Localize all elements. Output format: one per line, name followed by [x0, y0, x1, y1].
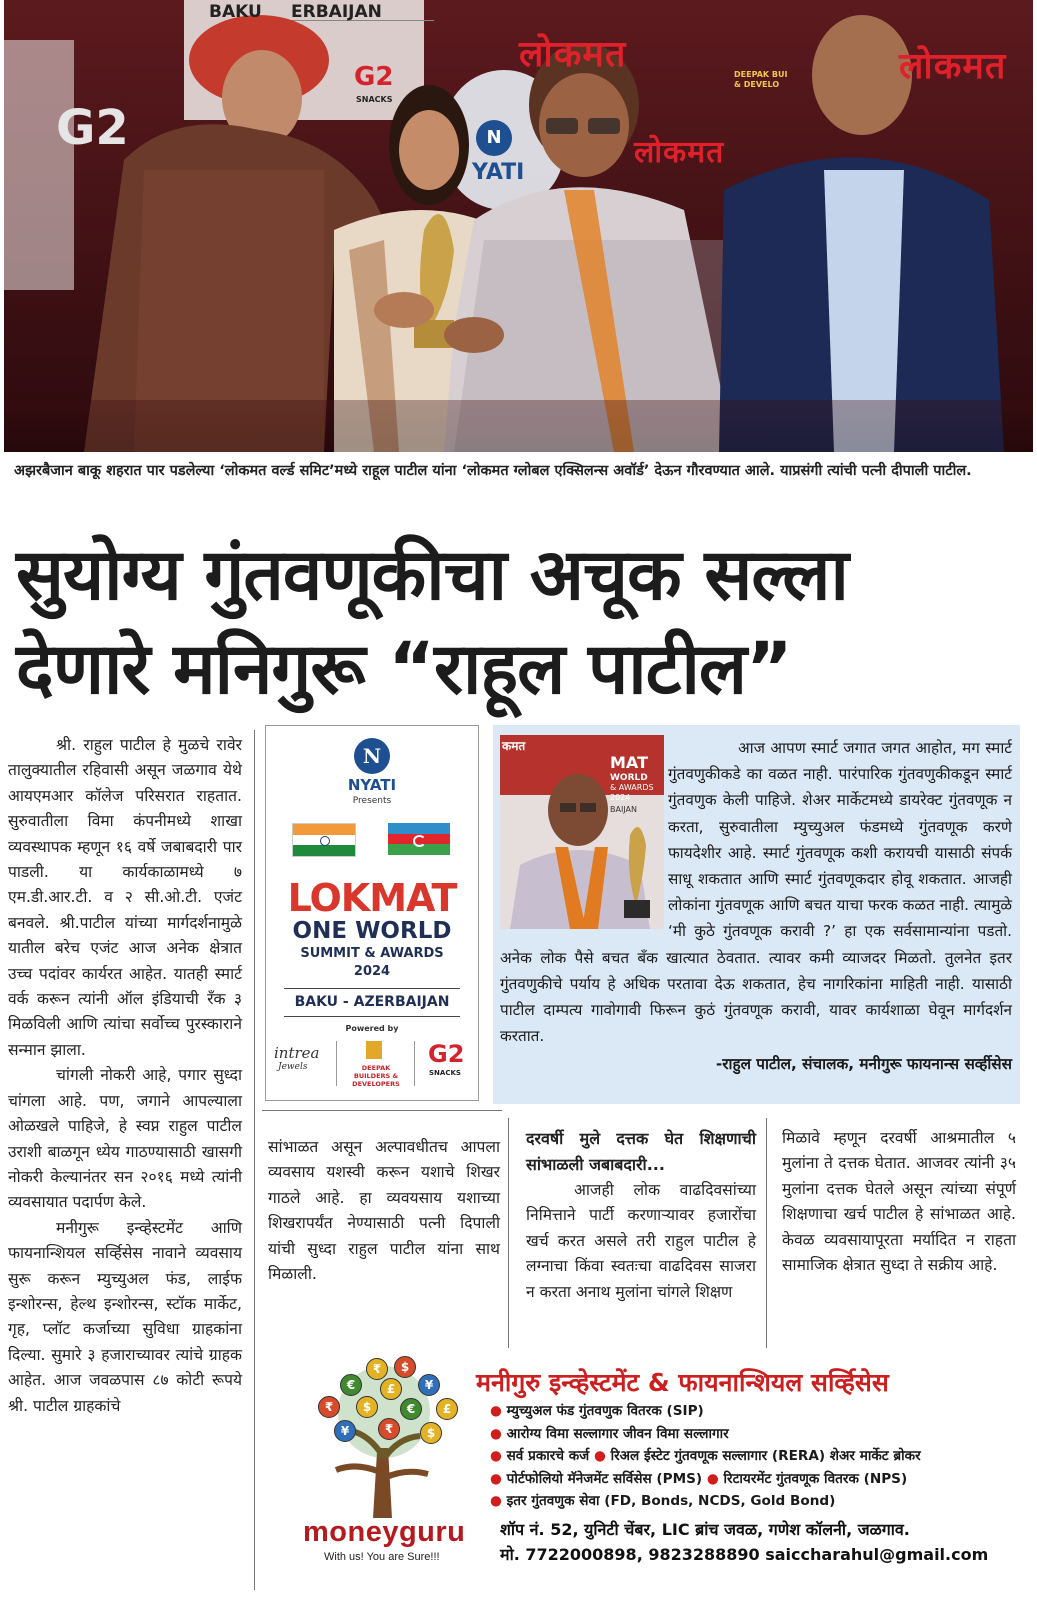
intrea-logo-sub: Jewels	[278, 1062, 308, 1072]
bullet-icon: ●	[490, 1493, 502, 1510]
lokmat-logo: लोकमत	[519, 33, 627, 75]
coin-icon: $	[356, 1396, 378, 1418]
service-item: पोर्टफोलियो मॅनेजमेंट सर्विसेस (PMS)	[506, 1470, 703, 1487]
headline-line-2: देणारे मनिगुरू “राहूल पाटील”	[16, 627, 792, 710]
g2-logo-sub: SNACKS	[356, 95, 393, 104]
poster-rule	[284, 988, 460, 989]
event-poster	[265, 725, 479, 1101]
article-column-2	[268, 1135, 500, 1287]
column-divider	[262, 1110, 502, 1111]
service-list	[490, 1400, 1030, 1513]
portrait-backdrop-text: WORLD	[610, 773, 648, 783]
column-divider	[508, 1118, 509, 1348]
portrait-backdrop-text: & AWARDS	[610, 783, 654, 792]
article-paragraph: सांभाळत असून अल्पावधीतच आपला व्यवसाय यशस्वी करून यशाचे शिखर गाठले आहे. हा व्यवयसाय यशाच्या शिखरापर्यंत नेण्यासाठी पत्नी दिपाली यांची सुध्दा राहुल पाटील यांना साथ मिळाली.	[268, 1138, 500, 1284]
g2-logo: G2	[428, 1040, 465, 1068]
poster-rule	[414, 1041, 415, 1086]
deepak-logo-icon	[366, 1041, 382, 1059]
article-paragraph: मिळावे म्हणून दरवर्षी आश्रमातील ५ मुलांना ते दत्तक घेतात. आजवर त्यांनी ३५ मुलांना दत्तक घेतले असून त्यांच्या संपूर्ण शिक्षणाचा खर्च पाटील हे सांभाळत आहे. केवळ व्यवसायापूरता मर्यादित न राहता सामाजिक क्षेत्रात सुध्दा ते सक्रीय आहे.	[782, 1129, 1016, 1275]
coin-icon: ₹	[366, 1358, 388, 1380]
ad-contact: मो. 7722000898, 9823288890 saiccharahul@gmail.com	[500, 1545, 989, 1564]
service-item: रिटायरमेंट गुंतवणूक वितरक (NPS)	[723, 1470, 908, 1487]
nyati-text: NYATI	[347, 776, 397, 794]
backdrop-text: BAKU	[209, 2, 262, 22]
deepak-logo-text: DEEPAK BUILDERS & DEVELOPERS	[352, 1064, 400, 1088]
backdrop-text: ERBAIJAN	[291, 2, 382, 22]
quote-text-block	[500, 735, 1012, 1078]
location-text: BAKU - AZERBAIJAN	[294, 994, 450, 1010]
nyati-text: YATI	[472, 160, 525, 185]
article-paragraph: चांगली नोकरी आहे, पगार सुध्दा चांगला आहे. पण, जगाने आपल्याला ओळखले पाहिजे, हे स्वप्न राहुल पाटील उराशी बाळगून ध्येय गाठण्यासाठी खासगी नोकरी केल्यानंतर सन २०१६ मध्ये त्यांनी व्यवसायात पदार्पण केले.	[8, 1066, 242, 1212]
india-flag-icon	[292, 823, 356, 857]
presents-text: Presents	[352, 796, 392, 806]
article-column-1	[8, 733, 242, 1419]
article-paragraph: मनीगुरू इन्व्हेस्टमेंट आणि फायनान्शियल सर्व्हिसेस नावाने व्यवसाय सुरू करून म्युच्युअल फंड, लाईफ इन्शोरन्स, हेल्थ इन्शोरन्स, स्टॉक मार्केट, गृह, प्लॉट कर्जाच्या सुविधा ग्राहकांना दिल्या. सुमारे ३ हजाराच्यावर त्यांचे ग्राहक आहेत. आज जवळपास ८७ कोटी रूपये श्री. पाटील ग्राहकांचे	[8, 1218, 242, 1415]
ad-title: मनीगुरु इन्व्हेस्टमेंट & फायनान्शियल सर्व्हिसेस	[476, 1368, 889, 1397]
portrait-backdrop-text: 2024	[610, 793, 631, 802]
headline	[16, 528, 1026, 716]
coin-icon: ¥	[334, 1420, 356, 1442]
coin-icon: €	[400, 1398, 422, 1420]
coin-cluster	[296, 1352, 472, 1518]
service-line	[490, 1468, 1030, 1491]
portrait-backdrop-text: BAIJAN	[610, 805, 637, 814]
bullet-icon: ●	[490, 1425, 502, 1442]
moneyguru-logo-text: moneyguru	[303, 1516, 466, 1548]
g2-logo: G2	[354, 62, 394, 92]
powered-by-text: Powered by	[345, 1024, 399, 1033]
lokmat-logo: लोकमत	[634, 135, 725, 170]
poster-rule	[336, 1041, 337, 1086]
bullet-icon: ●	[706, 1470, 719, 1487]
headline-line-1: सुयोग्य गुंतवणूकीचा अचूक सल्ला	[16, 533, 848, 616]
service-item: म्युच्युअल फंड गुंतवणुक वितरक (SIP)	[506, 1403, 704, 1419]
bullet-icon: ●	[593, 1448, 606, 1465]
poster-rule	[284, 1016, 460, 1017]
coin-icon: ₹	[378, 1418, 400, 1440]
year-text: 2024	[353, 964, 391, 979]
article-column-4	[782, 1126, 1016, 1278]
quote-text: आज आपण स्मार्ट जगात जगत आहोत, मग स्मार्ट गुंतवणुकीकडे का वळत नाही. पारंपारिक गुंतवणुकीकडून स्मार्ट गुंतवणुक केली पाहिजे. शेअर मार्केटमध्ये डायरेक्ट गुंतवणूक न करता, सुरुवातीला म्युच्युअल फंडमध्ये गुंतवणूक करणे फायदेशीर आहे. स्मार्ट गुंतवणूक कशी करायची यासाठी संपर्क साधू शकतात आणि स्मार्ट गुंतवणूकदार होवू शकतात. आजही लोकांना गुंतवणूक आणि बचत याचा फरक कळत नाही. त्यामुळे ‘मी कुठे गुंतवणूक करावी ?’ हा एक सर्वसामान्यांना पडतो. अनेक लोक पैसे बचत बँक खात्यात ठेवतात. त्यावर कमी व्याजदर मिळतो. तुलनेत इतर गुंतवणुकीचे पर्याय हे अधिक परतावा देऊ शकतात, हेच नागरिकांना माहिती नाही. यासाठी पाटील दाम्पत्य गावोगावी फिरून कुठं गुंतवणूक करावी, यावर कार्यशाळा घेवून मार्गदर्शन करतात.	[500, 739, 1012, 1046]
coin-icon: €	[340, 1374, 362, 1396]
ad-address: शॉप नं. 52, युनिटी चेंबर, LIC ब्रांच जवळ, गणेश कॉलनी, जळगाव.	[500, 1520, 910, 1539]
photo-caption: अझरबैजान बाकू शहरात पार पडलेल्या ‘लोकमत वर्ल्ड समिट’मध्ये राहूल पाटील यांना ‘लोकमत ग्लोबल एक्सिलन्स अवॉर्ड’ देऊन गौरवण्यात आले. याप्रसंगी त्यांची पत्नी दीपाली पाटील.	[14, 463, 972, 479]
lokmat-title: LOKMAT	[287, 876, 457, 920]
coin-icon: $	[420, 1422, 442, 1444]
bullet-icon: ●	[490, 1403, 502, 1419]
bullet-icon: ●	[490, 1470, 502, 1487]
g2-logo: G2	[56, 100, 129, 156]
service-line	[490, 1490, 1030, 1513]
deepak-logo-text: DEEPAK BUI & DEVELO	[734, 70, 788, 89]
service-item: रिअल ईस्टेट गुंतवणूक सल्लागार (RERA) शेअर मार्केट ब्रोकर	[610, 1448, 921, 1465]
moneyguru-tagline: With us! You are Sure!!!	[324, 1551, 440, 1563]
coin-icon: £	[380, 1378, 402, 1400]
lokmat-logo: लोकमत	[899, 45, 1007, 87]
coin-icon: ₹	[318, 1396, 340, 1418]
service-line	[490, 1423, 1030, 1446]
coin-icon: $	[394, 1356, 416, 1378]
bullet-icon: ●	[490, 1448, 502, 1465]
service-item: सर्व प्रकारचे कर्ज	[506, 1448, 590, 1465]
portrait-float-spacer	[500, 735, 668, 939]
intrea-logo: intrea	[274, 1044, 320, 1062]
azerbaijan-flag-icon	[388, 823, 450, 855]
section-subhead: दरवर्षी मुले दत्तक घेत शिक्षणाची सांभाळली जबाबदारी...	[526, 1129, 756, 1174]
nyati-logo: N	[476, 120, 512, 156]
service-line	[490, 1445, 1030, 1468]
article-column-3	[526, 1126, 756, 1305]
service-item: आरोग्य विमा सल्लागार जीवन विमा सल्लागार	[506, 1425, 729, 1442]
article-paragraph: आजही लोक वाढदिवसांच्या निमित्ताने पार्टी करणाऱ्यावर हजारोंचा खर्च करत असले तरी राहुल पाटील हे लग्नाचा किंवा स्वतःचा वाढदिवस साजरा न करता अनाथ मुलांना चांगले शिक्षण	[526, 1181, 756, 1301]
one-world-title: ONE WORLD	[292, 918, 452, 944]
nyati-logo: N	[354, 738, 390, 774]
column-divider	[254, 730, 255, 1590]
award-photo	[4, 0, 1033, 452]
service-item: इतर गुंतवणुक सेवा (FD, Bonds, NCDS, Gold Bond)	[506, 1493, 836, 1510]
summit-title: SUMMIT & AWARDS	[300, 946, 444, 961]
quote-attribution: -राहुल पाटील, संचालक, मनीगुरू फायनान्स सर्व्हीसेस	[715, 1055, 1012, 1074]
g2-logo-sub: SNACKS	[429, 1069, 461, 1077]
moneyguru-tree-logo	[296, 1352, 472, 1518]
portrait-backdrop-text: MAT	[610, 753, 648, 772]
service-line	[490, 1400, 1030, 1423]
article-paragraph: श्री. राहुल पाटील हे मुळचे रावेर तालुक्यातील रहिवासी असून जळगाव येथे आयएमआर कॉलेज परिसरात राहतात. सुरुवातीला विमा कंपनीमध्ये शाखा व्यवस्थापक म्हणून १६ वर्षे जबाबदारी पार पाडली. या कार्यकाळामध्ये ७ एम.डी.आर.टी. व २ सी.ओ.टी. एजंट बनवले. श्री.पाटील यांच्या मार्गदर्शनामुळे यातील बरेच एजंट आज अनेक क्षेत्रात उच्च पदांवर कार्यरत आहेत. यातही स्मार्ट वर्क करून त्यांनी ऑल इंडियाची रँक ३ मिळविली आणि त्यांचा सर्वोच्च पुरस्काराने सन्मान झाला.	[8, 736, 242, 1059]
coin-icon: ¥	[418, 1374, 440, 1396]
portrait-backdrop-text: कमत	[502, 739, 526, 753]
column-divider	[766, 1118, 767, 1348]
coin-icon: £	[436, 1398, 458, 1420]
